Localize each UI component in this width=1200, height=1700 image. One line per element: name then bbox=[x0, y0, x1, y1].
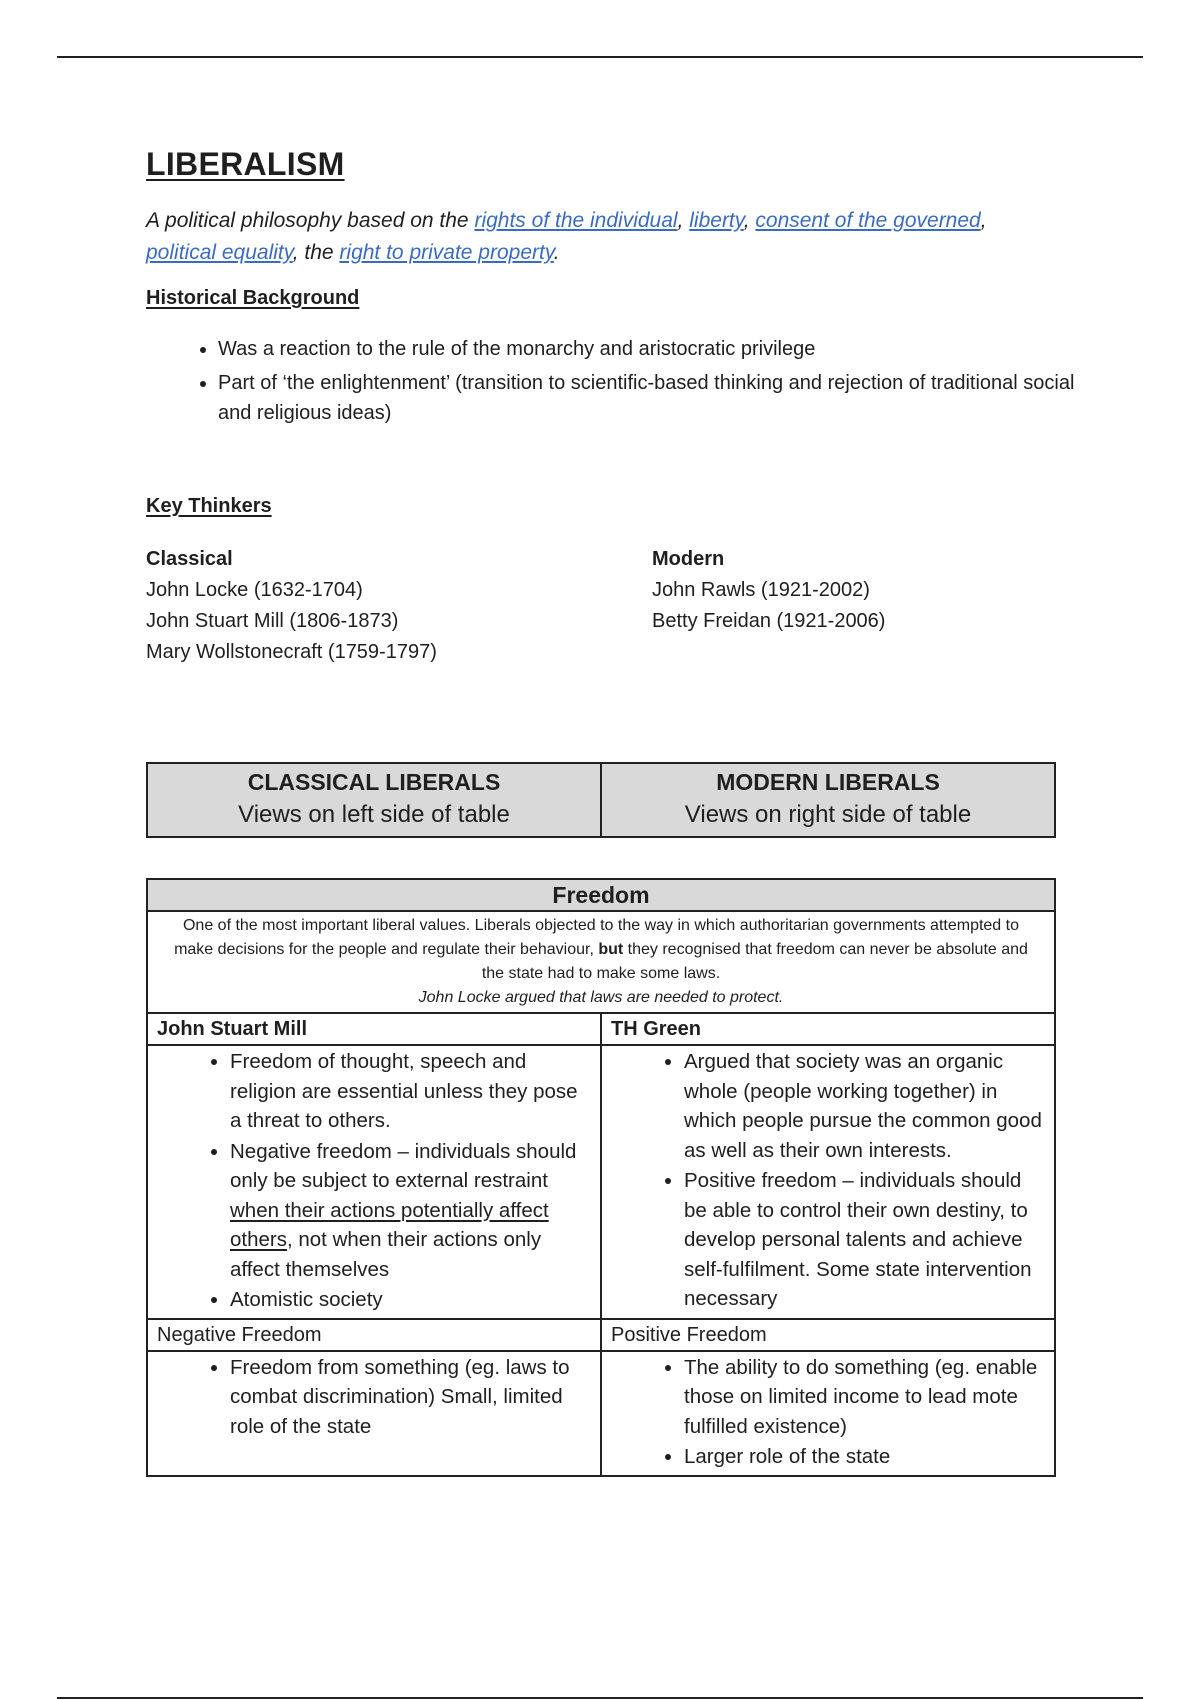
list-item: • Part of ‘the enlightenment’ (transition to scientific-based thinking and rejection of traditional social and religious ideas) bbox=[218, 368, 1078, 428]
key-thinkers-heading: Key Thinkers bbox=[146, 495, 272, 517]
freedom-title: Freedom bbox=[147, 879, 1055, 911]
header-rule bbox=[57, 56, 1143, 58]
list-item: • Freedom from something (eg. laws to combat discrimination) Small, limited role of the state bbox=[230, 1353, 594, 1442]
legend-modern-cell bbox=[601, 763, 1055, 837]
negative-freedom-head: Negative Freedom bbox=[147, 1319, 601, 1351]
column-head-green: TH Green bbox=[601, 1013, 1055, 1045]
list-item: • Freedom of thought, speech and religion are essential unless they pose a threat to others. bbox=[230, 1047, 594, 1136]
thinker-name: John Rawls (1921-2002) bbox=[652, 579, 870, 601]
legend-classical-cell bbox=[147, 763, 601, 837]
legend-classical-title: CLASSICAL LIBERALS bbox=[247, 769, 501, 795]
list-item: • Argued that society was an organic whole (people working together) in which people pursue the common good as well as their own interests. bbox=[684, 1047, 1048, 1165]
positive-freedom-cell bbox=[601, 1351, 1055, 1476]
definition-separator: , bbox=[743, 209, 756, 232]
legend-modern-title: MODERN LIBERALS bbox=[716, 769, 940, 795]
link-rights-of-individual[interactable]: rights of the individual bbox=[474, 209, 678, 232]
intro-bold: but bbox=[598, 941, 624, 958]
column-head-mill: John Stuart Mill bbox=[147, 1013, 601, 1045]
definition-separator: , bbox=[677, 209, 690, 232]
list-item: • The ability to do something (eg. enable those on limited income to lead mote fulfilled existence) bbox=[684, 1353, 1048, 1442]
thinker-name: Betty Freidan (1921-2006) bbox=[652, 610, 886, 632]
intro-italic: John Locke argued that laws are needed to protect. bbox=[418, 989, 784, 1006]
positive-freedom-head: Positive Freedom bbox=[601, 1319, 1055, 1351]
link-liberty[interactable]: liberty bbox=[689, 209, 744, 232]
list-item: • Positive freedom – individuals should be able to control their own destiny, to develop personal talents and achieve self-fulfilment. Some state intervention necessary bbox=[684, 1166, 1048, 1314]
modern-label: Modern bbox=[652, 548, 725, 570]
legend-modern-subtitle: Views on right side of table bbox=[684, 801, 972, 828]
list-item: • Atomistic society bbox=[230, 1285, 594, 1315]
negative-freedom-cell bbox=[147, 1351, 601, 1476]
thinker-name: John Stuart Mill (1806-1873) bbox=[146, 610, 399, 632]
list-item: • Was a reaction to the rule of the monarchy and aristocratic privilege bbox=[218, 334, 1078, 364]
green-views-list bbox=[608, 1047, 1048, 1314]
positive-freedom-list bbox=[608, 1353, 1048, 1472]
intro-text: they recognised that freedom can never be absolute and the state had to make some laws. bbox=[481, 941, 1028, 982]
list-item bbox=[230, 1137, 594, 1285]
page-title: LIBERALISM bbox=[146, 146, 345, 182]
link-political-equality[interactable]: political equality bbox=[146, 241, 293, 264]
classical-thinkers bbox=[146, 544, 437, 668]
definition-separator: , the bbox=[292, 241, 340, 264]
historical-background-list bbox=[182, 334, 1078, 432]
mill-views-list bbox=[154, 1047, 594, 1315]
definition-separator: , bbox=[980, 209, 987, 232]
definition-end: . bbox=[553, 241, 560, 264]
thinker-name: Mary Wollstonecraft (1759-1797) bbox=[146, 641, 437, 663]
link-right-to-private-property[interactable]: right to private property bbox=[339, 241, 554, 264]
definition bbox=[146, 205, 1026, 269]
thinker-name: John Locke (1632-1704) bbox=[146, 579, 363, 601]
green-views-cell bbox=[601, 1045, 1055, 1319]
classical-label: Classical bbox=[146, 548, 233, 570]
list-item-text: Negative freedom – individuals should only be subject to external restraint bbox=[230, 1139, 577, 1192]
freedom-table bbox=[146, 878, 1056, 1477]
list-item-text: , not when their actions only affect themselves bbox=[230, 1228, 542, 1281]
mill-views-cell bbox=[147, 1045, 601, 1319]
modern-thinkers bbox=[652, 544, 885, 637]
link-consent-of-governed[interactable]: consent of the governed bbox=[755, 209, 981, 232]
legend-classical-subtitle: Views on left side of table bbox=[238, 801, 510, 828]
list-item: • Larger role of the state bbox=[684, 1442, 1048, 1472]
historical-background-heading: Historical Background bbox=[146, 287, 360, 309]
intro-text: One of the most important liberal values. Liberals objected to the way in which authoritarian governments attempted to make decisions for the people and regulate their behaviour, bbox=[174, 917, 1019, 958]
definition-lead: A political philosophy based on the bbox=[146, 209, 475, 232]
list-item-underlined: when their actions potentially affect others bbox=[230, 1198, 549, 1251]
footer-rule bbox=[57, 1697, 1143, 1699]
negative-freedom-list bbox=[154, 1353, 594, 1442]
freedom-intro bbox=[147, 911, 1055, 1013]
legend-table bbox=[146, 762, 1056, 838]
